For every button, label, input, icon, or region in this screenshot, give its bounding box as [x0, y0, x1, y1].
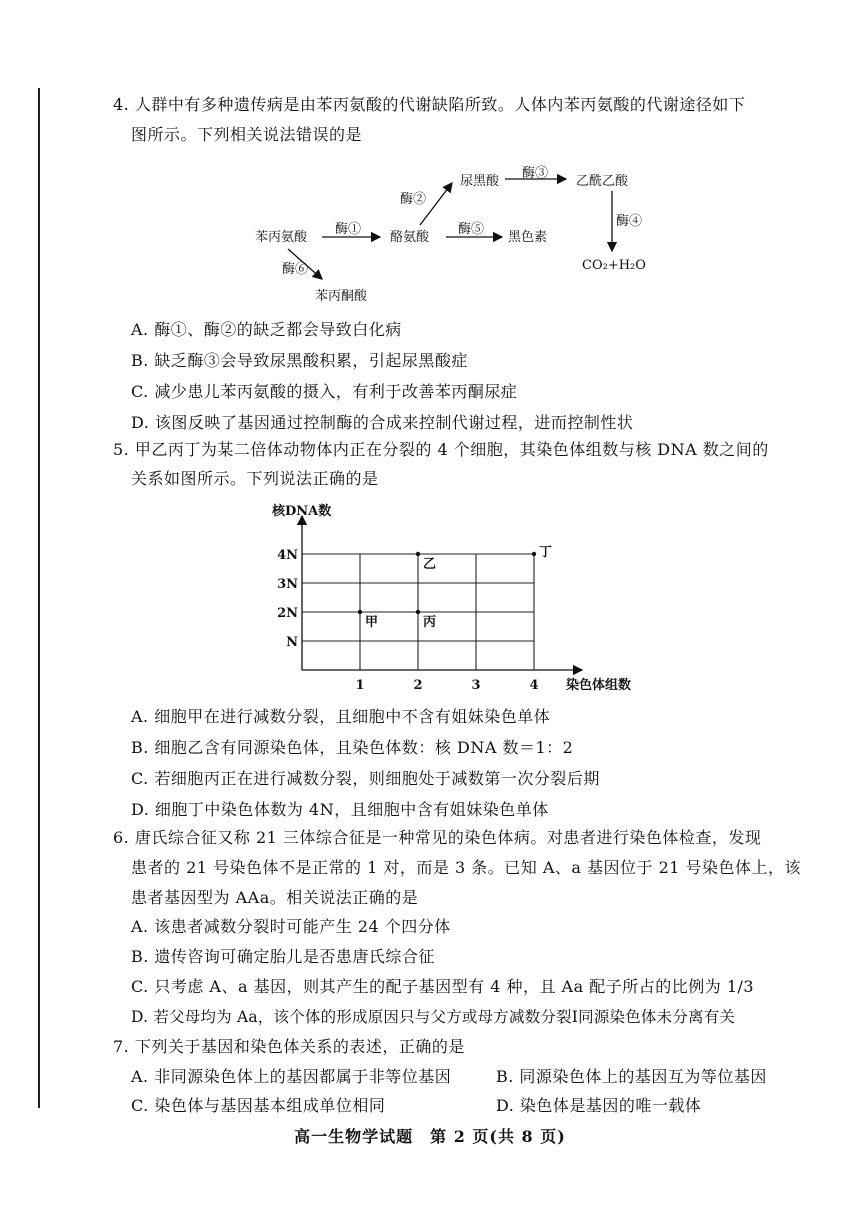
pathway-enz2: 酶②	[400, 192, 427, 207]
q6-stem-line2: 患者的 21 号染色体不是正常的 1 对，而是 3 条。已知 A、a 基因位于 21 号染色体上，该	[131, 858, 802, 877]
pathway-enz1: 酶①	[335, 222, 362, 237]
q4-option-a: A. 酶①、酶②的缺乏都会导致白化病	[131, 320, 402, 339]
q6-option-c: C. 只考虑 A、a 基因，则其产生的配子基因型有 4 种，且 Aa 配子所占的比例为 1/3	[131, 977, 755, 996]
q6-stem-line1: 6. 唐氏综合征又称 21 三体综合征是一种常见的染色体病。对患者进行染色体检查，发现	[113, 828, 762, 847]
q7-option-c: C. 染色体与基因基本组成单位相同	[131, 1096, 386, 1115]
dna-chromosome-chart	[250, 500, 650, 700]
data-point	[532, 552, 536, 556]
y-tick-label: 2N	[277, 606, 298, 621]
x-tick-label: 3	[471, 678, 481, 693]
q7-option-d: D. 染色体是基因的唯一载体	[496, 1096, 702, 1115]
pathway-enz5: 酶⑤	[458, 222, 485, 237]
data-point-label: 丁	[539, 545, 553, 560]
q4-option-c: C. 减少患儿苯丙氨酸的摄入，有利于改善苯丙酮尿症	[131, 382, 518, 401]
pathway-enz6: 酶⑥	[282, 262, 309, 277]
x-tick-label: 1	[355, 678, 365, 693]
q4-option-b: B. 缺乏酶③会导致尿黑酸积累，引起尿黑酸症	[131, 351, 468, 370]
pathway-enz4: 酶④	[616, 214, 643, 229]
data-point-label: 丙	[423, 615, 437, 630]
q4-stem-line2: 图所示。下列相关说法错误的是	[131, 125, 363, 144]
q6-option-b: B. 遗传咨询可确定胎儿是否患唐氏综合征	[131, 947, 435, 966]
data-point	[358, 610, 362, 614]
q7-option-a: A. 非同源染色体上的基因都属于非等位基因	[131, 1067, 452, 1086]
pathway-phe: 苯丙氨酸	[255, 230, 308, 245]
page-footer: 高一生物学试题 第 2 页(共 8 页)	[294, 1127, 566, 1146]
pathway-tyr: 酪氨酸	[390, 230, 430, 245]
q6-option-d: D. 若父母均为 Aa，该个体的形成原因只与父方或母方减数分裂Ⅰ同源染色体未分离有关	[131, 1008, 736, 1026]
y-tick-label: N	[286, 635, 298, 650]
pathway-enz3: 酶③	[522, 166, 549, 181]
data-point	[416, 610, 420, 614]
q5-option-d: D. 细胞丁中染色体数为 4N，且细胞中含有姐妹染色单体	[131, 800, 549, 819]
q5-option-a: A. 细胞甲在进行减数分裂，且细胞中不含有姐妹染色单体	[131, 707, 551, 726]
q5-option-b: B. 细胞乙含有同源染色体，且染色体数：核 DNA 数＝1：2	[131, 738, 574, 757]
q4-option-d: D. 该图反映了基因通过控制酶的合成来控制代谢过程，进而控制性状	[131, 413, 634, 432]
margin-rule	[38, 88, 40, 1108]
q6-stem-line3: 患者基因型为 AAa。相关说法正确的是	[131, 888, 419, 907]
y-tick-label: 4N	[277, 548, 298, 563]
q6-option-a: A. 该患者减数分裂时可能产生 24 个四分体	[131, 917, 451, 936]
x-tick-label: 2	[413, 678, 423, 693]
pathway-ppa: 苯丙酮酸	[315, 289, 368, 304]
y-tick-label: 3N	[277, 577, 298, 592]
data-point-label: 甲	[365, 615, 379, 630]
data-point	[416, 552, 420, 556]
q7-stem: 7. 下列关于基因和染色体关系的表述，正确的是	[113, 1037, 465, 1056]
q5-stem-line2: 关系如图所示。下列说法正确的是	[131, 469, 379, 488]
q5-stem-line1: 5. 甲乙丙丁为某二倍体动物体内正在分裂的 4 个细胞，其染色体组数与核 DNA 数之间的	[113, 440, 769, 459]
q4-stem-line1: 4. 人群中有多种遗传病是由苯丙氨酸的代谢缺陷所致。人体内苯丙氨酸的代谢途径如下	[113, 95, 746, 114]
data-point-label: 乙	[423, 557, 437, 572]
metabolic-pathway-diagram	[240, 155, 680, 305]
q7-option-b: B. 同源染色体上的基因互为等位基因	[496, 1067, 767, 1086]
pathway-mel: 黑色素	[508, 230, 548, 245]
x-axis-label: 染色体组数	[566, 678, 632, 693]
y-axis-label: 核DNA数	[272, 504, 332, 519]
q5-option-c: C. 若细胞丙正在进行减数分裂，则细胞处于减数第一次分裂后期	[131, 769, 600, 788]
pathway-aa: 乙酰乙酸	[576, 174, 629, 189]
pathway-co2: CO₂+H₂O	[582, 258, 646, 273]
pathway-hga: 尿黑酸	[460, 174, 500, 189]
x-tick-label: 4	[529, 678, 539, 693]
